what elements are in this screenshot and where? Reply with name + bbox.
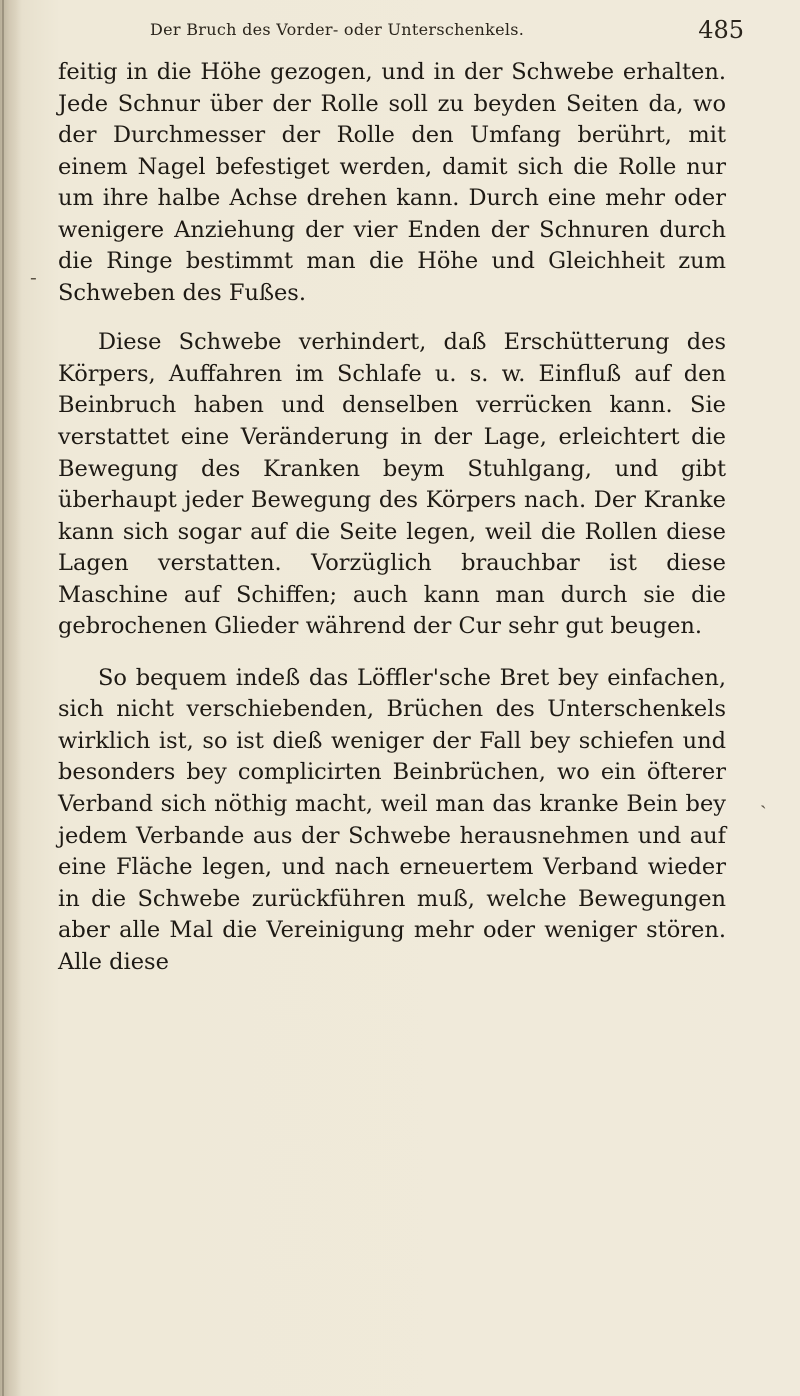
page-number: 485	[698, 16, 744, 44]
margin-dash-mark: -	[30, 265, 37, 289]
body-text	[58, 57, 726, 978]
paragraph-1: feitig in die Höhe gezogen, und in der Schwebe erhalten. Jede Schnur über der Rolle soll zu beyden Seiten da, wo der Durchmesser der Rolle den Umfang berührt, mit einem Nagel befestiget werden, damit sich die Rolle nur um ihre halbe Achse drehen kann. Durch eine mehr oder wenigere Anziehung der vier Enden der Schnuren durch die Ringe bestimmt man die Höhe und Gleichheit zum Schweben des Fußes.	[58, 59, 726, 306]
paragraph-2: Diese Schwebe verhindert, daß Erschütterung des Körpers, Auffahren im Schlafe u. s. w. Einfluß auf den Beinbruch haben und denselben verrücken kann. Sie verstattet eine Veränderung in der Lage, erleichtert die Bewegung des Kranken beym Stuhlgang, und gibt überhaupt jeder Bewegung des Körpers nach. Der Kranke kann sich sogar auf die Seite legen, weil die Rollen diese Lagen verstatten. Vorzüglich brauchbar ist diese Maschine auf Schiffen; auch kann man durch sie die gebrochenen Glieder während der Cur sehr gut beugen.	[58, 329, 726, 640]
running-head: Der Bruch des Vorder- oder Unterschenkels.	[150, 20, 525, 39]
margin-tick-mark: ˎ	[760, 785, 767, 809]
page-header	[140, 14, 760, 54]
page-edge-line	[2, 0, 4, 1396]
paragraph-3: So bequem indeß das Löffler'sche Bret bey einfachen, sich nicht verschiebenden, Brüchen des Unterschenkels wirklich ist, so ist dieß weniger der Fall bey schiefen und besonders bey complicirten Beinbrüchen, wo ein öfterer Verband sich nöthig macht, weil man das kranke Bein bey jedem Verbande aus der Schwebe herausnehmen und auf eine Fläche legen, und nach erneuertem Verband wieder in die Schwebe zurückführen muß, welche Bewegungen aber alle Mal die Vereinigung mehr oder weniger stören. Alle diese	[58, 664, 726, 975]
